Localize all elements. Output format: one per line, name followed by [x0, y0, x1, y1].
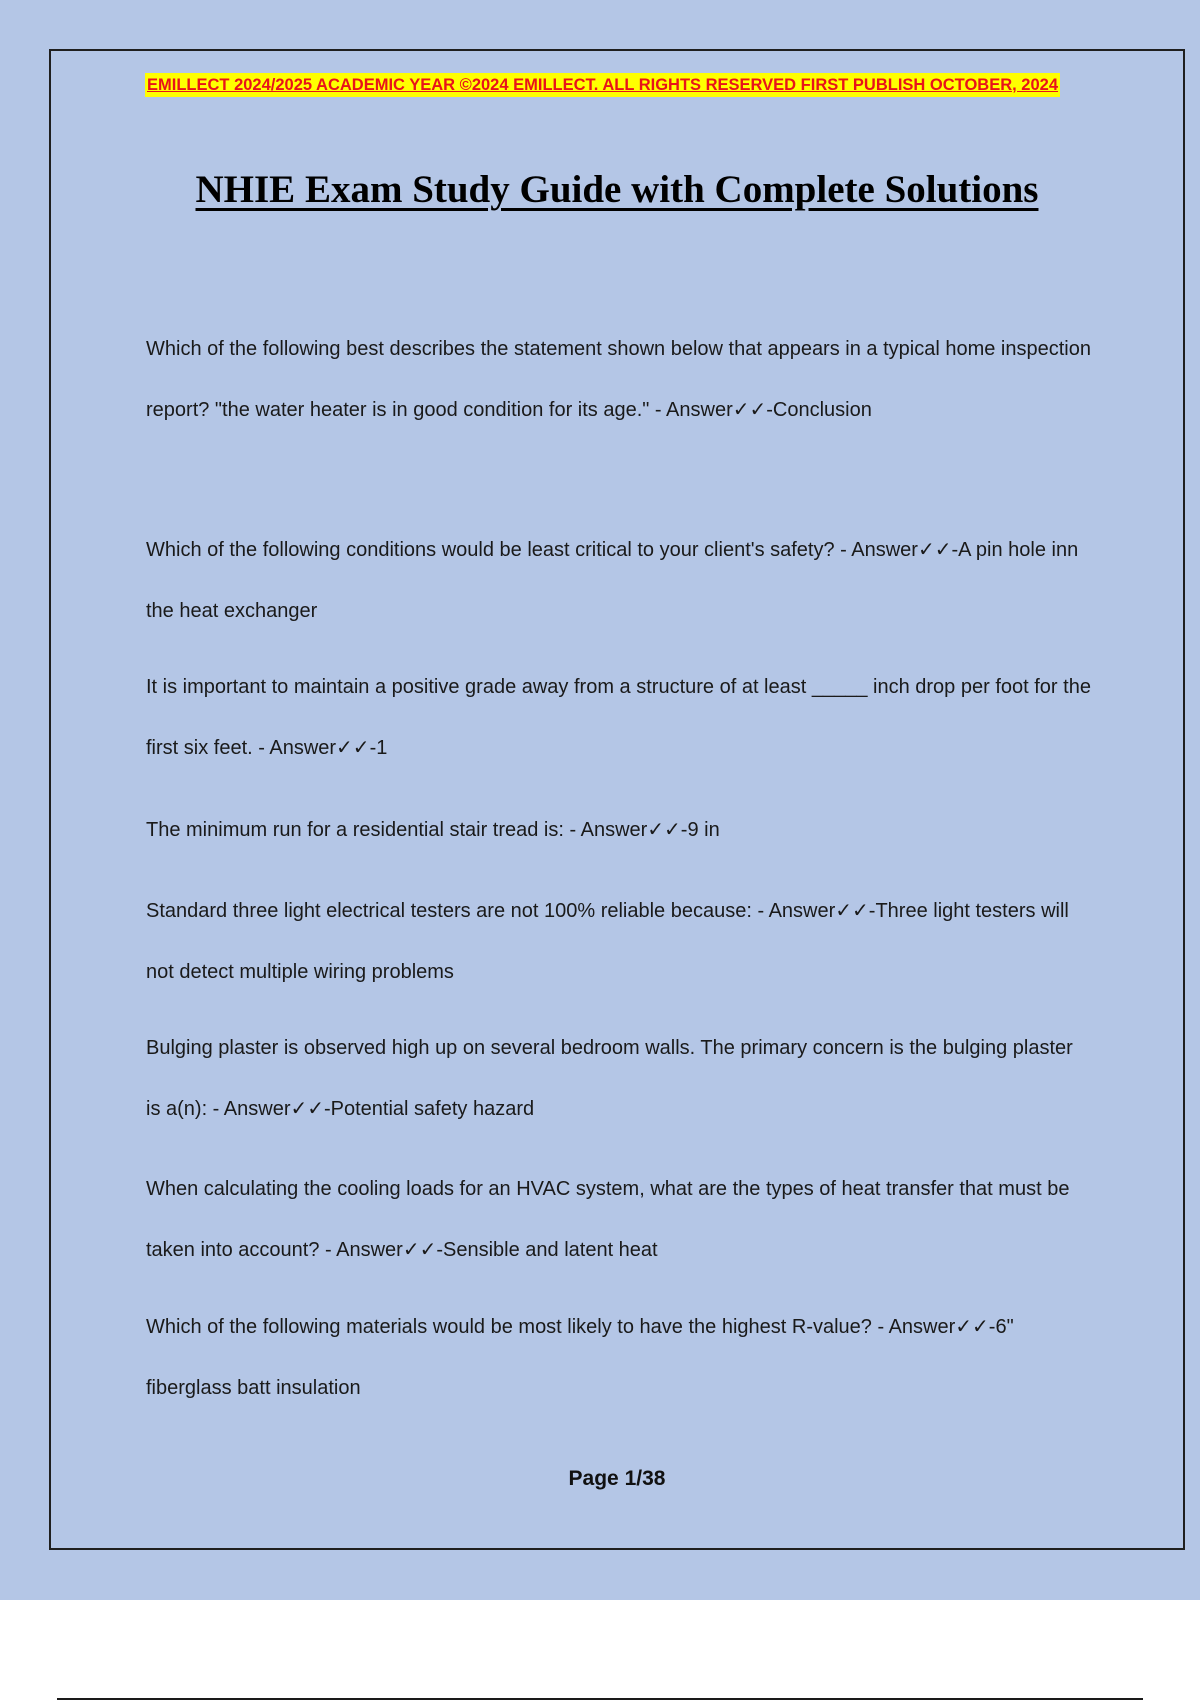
qa-item-5: Standard three light electrical testers are not 100% reliable because: - Answer✓✓-Three light testers will not detect multiple wiring problems — [146, 900, 1069, 983]
page-number: Page 1/38 — [568, 1467, 666, 1490]
qa-item-2: Which of the following conditions would be least critical to your client's safety? - Answer✓✓-A pin hole inn the heat exchanger — [146, 539, 1079, 622]
qa-item-3: It is important to maintain a positive grade away from a structure of at least _____ inch drop per foot for the first six feet. - Answer✓✓-1 — [146, 676, 1091, 759]
qa-item-8: Which of the following materials would be most likely to have the highest R-value? - Answer✓✓-6" fiberglass batt insulation — [146, 1316, 1014, 1399]
qa-item-6: Bulging plaster is observed high up on several bedroom walls. The primary concern is the bulging plaster is a(n): - Answer✓✓-Potential safety hazard — [146, 1037, 1073, 1120]
qa-item-4: The minimum run for a residential stair tread is: - Answer✓✓-9 in — [146, 819, 720, 841]
qa-item-7: When calculating the cooling loads for an HVAC system, what are the types of heat transfer that must be taken into account? - Answer✓✓-Sensible and latent heat — [146, 1178, 1070, 1261]
copyright-banner: EMILLECT 2024/2025 ACADEMIC YEAR ©2024 EMILLECT. ALL RIGHTS RESERVED FIRST PUBLISH OCTOBER, 2024 — [145, 73, 1060, 97]
document-title: NHIE Exam Study Guide with Complete Solutions — [195, 168, 1039, 211]
qa-item-1: Which of the following best describes the statement shown below that appears in a typical home inspection report? "the water heater is in good condition for its age." - Answer✓✓-Conclusion — [146, 338, 1091, 421]
